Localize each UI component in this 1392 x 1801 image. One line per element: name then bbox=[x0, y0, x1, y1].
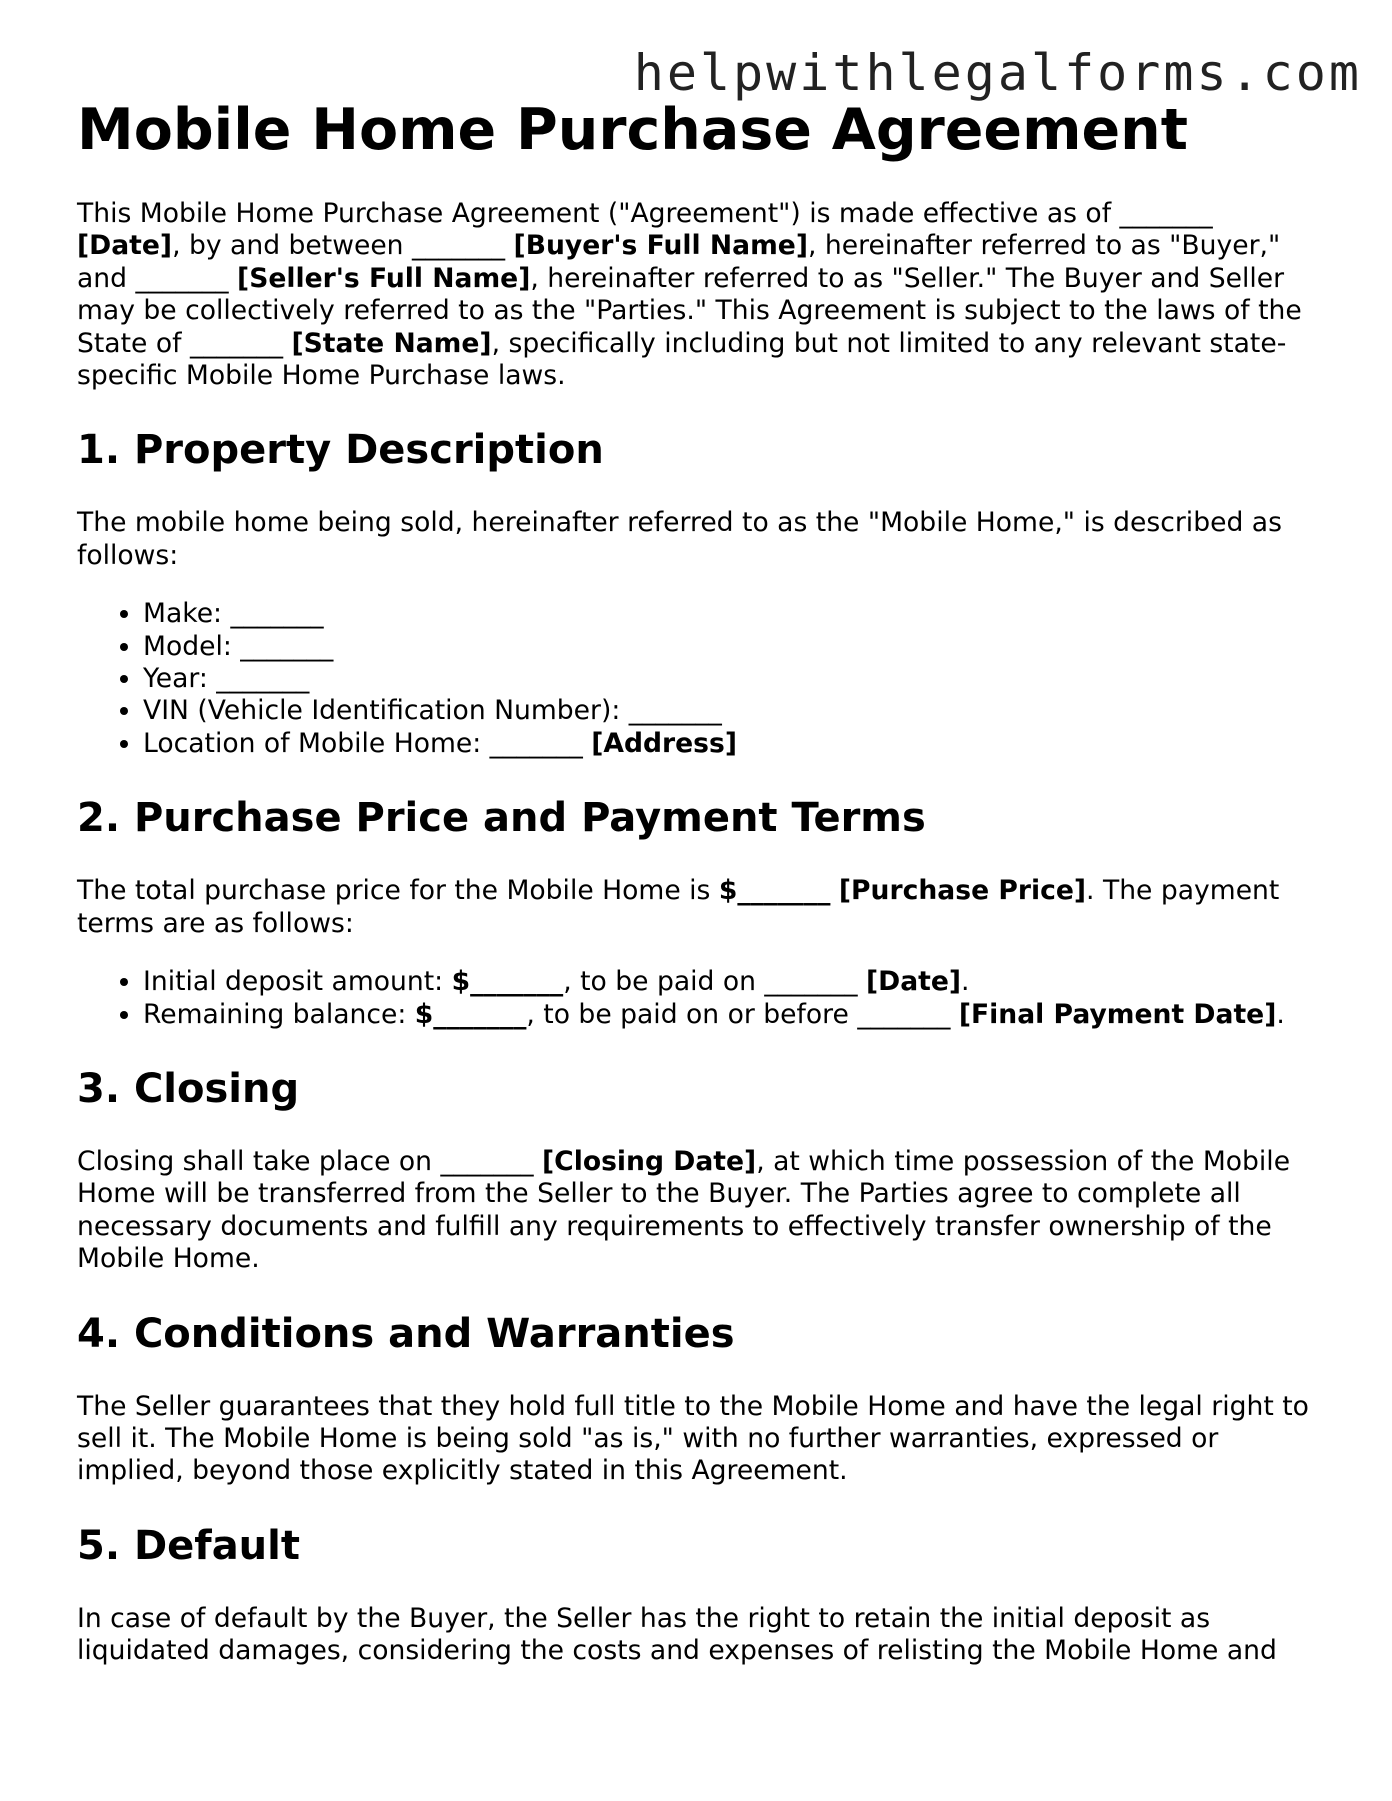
model-label: Model: bbox=[143, 630, 241, 662]
placeholder-date: [Date] bbox=[77, 230, 173, 262]
blank-make: _______ bbox=[230, 598, 324, 630]
intro-text-4: , hereinafter referred to as "Seller." The Buyer and Seller may be collectively referred to as the "Parties." This Agreement is subject to the laws of the State of bbox=[77, 262, 1302, 359]
section-2-heading: 2. Purchase Price and Payment Terms bbox=[77, 795, 926, 842]
placeholder-state-name: [State Name] bbox=[291, 327, 492, 359]
section-4-text: The Seller guarantees that they hold full title to the Mobile Home and have the legal right to sell it. The Mobile Home is being sold "as is," with no further warranties, expressed or implied, beyond those explicitly stated in this Agreement. bbox=[77, 1390, 1309, 1487]
list-item-balance bbox=[143, 999, 1317, 1031]
blank-closing-date: _______ bbox=[440, 1145, 534, 1177]
property-details-list bbox=[77, 598, 1317, 760]
section-5-heading: 5. Default bbox=[77, 1522, 300, 1569]
make-label: Make: bbox=[143, 598, 231, 630]
section-3-text bbox=[77, 1146, 1317, 1276]
blank-purchase-price: $_______ bbox=[718, 875, 831, 907]
blank-year: _______ bbox=[216, 663, 310, 695]
deposit-end: . bbox=[961, 966, 970, 998]
location-label: Location of Mobile Home: bbox=[143, 727, 490, 759]
blank-deposit-amount: $_______ bbox=[451, 966, 564, 998]
intro-text-1: This Mobile Home Purchase Agreement ("Agreement") is made effective as of bbox=[77, 198, 1120, 229]
balance-label: Remaining balance: bbox=[143, 998, 415, 1030]
deposit-text: , to be paid on bbox=[563, 966, 765, 998]
list-item-make bbox=[143, 598, 1317, 630]
blank-buyer-name: _______ bbox=[412, 230, 506, 262]
blank-state-name: _______ bbox=[189, 327, 284, 359]
section-1-text: The mobile home being sold, hereinafter referred to as the "Mobile Home," is described as follows: bbox=[77, 507, 1282, 571]
balance-text: , to be paid on or before bbox=[526, 998, 858, 1030]
year-label: Year: bbox=[143, 663, 217, 695]
section-2-text bbox=[77, 875, 1317, 940]
balance-end: . bbox=[1276, 998, 1285, 1030]
blank-location: _______ bbox=[489, 727, 583, 759]
document-title: Mobile Home Purchase Agreement bbox=[77, 97, 1188, 163]
price-text-2: . The payment terms are as follows: bbox=[77, 875, 1280, 939]
list-item-vin bbox=[143, 695, 1317, 727]
blank-balance-amount: $_______ bbox=[414, 998, 527, 1030]
blank-final-payment-date: _______ bbox=[857, 998, 951, 1030]
section-4-heading: 4. Conditions and Warranties bbox=[77, 1310, 735, 1357]
site-watermark: helpwithlegalforms.com bbox=[633, 44, 1362, 102]
section-5-text: In case of default by the Buyer, the Seller has the right to retain the initial deposit as liquidated damages, considering the costs and expenses of relisting the Mobile Home and bbox=[77, 1602, 1277, 1667]
deposit-label: Initial deposit amount: bbox=[143, 966, 452, 998]
blank-vin: _______ bbox=[628, 695, 722, 727]
list-item-deposit bbox=[143, 966, 1317, 998]
list-item-year bbox=[143, 663, 1317, 695]
blank-effective-date: _______ bbox=[1119, 198, 1213, 229]
blank-deposit-date: _______ bbox=[764, 966, 858, 998]
blank-model: _______ bbox=[240, 630, 334, 662]
closing-text-2: , at which time possession of the Mobile Home will be transferred from the Seller to the Buyer. The Parties agree to complete all necessary documents and fulfill any requirements to effectively transfer ownership of the Mobile Home. bbox=[77, 1145, 1291, 1275]
placeholder-deposit-date: [Date] bbox=[865, 966, 962, 998]
intro-text-5: , specifically including but not limited to any relevant state-specific Mobile Home Purchase laws. bbox=[77, 327, 1287, 392]
closing-text-1: Closing shall take place on bbox=[77, 1145, 441, 1177]
placeholder-final-payment-date: [Final Payment Date] bbox=[958, 998, 1277, 1030]
section-1-heading: 1. Property Description bbox=[77, 427, 604, 474]
placeholder-purchase-price: [Purchase Price] bbox=[838, 875, 1087, 907]
vin-label: VIN (Vehicle Identification Number): bbox=[143, 695, 629, 727]
agreement-body bbox=[77, 96, 1317, 1668]
placeholder-seller-name: [Seller's Full Name] bbox=[237, 262, 531, 294]
section-3-heading: 3. Closing bbox=[77, 1065, 300, 1112]
placeholder-buyer-name: [Buyer's Full Name] bbox=[513, 230, 808, 262]
blank-seller-name: _______ bbox=[135, 262, 229, 294]
price-text-1: The total purchase price for the Mobile Home is bbox=[77, 875, 719, 907]
placeholder-address: [Address] bbox=[591, 727, 737, 759]
placeholder-closing-date: [Closing Date] bbox=[542, 1145, 757, 1177]
payment-terms-list bbox=[77, 966, 1317, 1031]
list-item-location bbox=[143, 728, 1317, 760]
list-item-model bbox=[143, 631, 1317, 663]
intro-text-3: , hereinafter referred to as "Buyer," and bbox=[77, 230, 1281, 294]
intro-text-2: , by and between bbox=[172, 230, 412, 262]
intro-paragraph bbox=[77, 198, 1317, 392]
